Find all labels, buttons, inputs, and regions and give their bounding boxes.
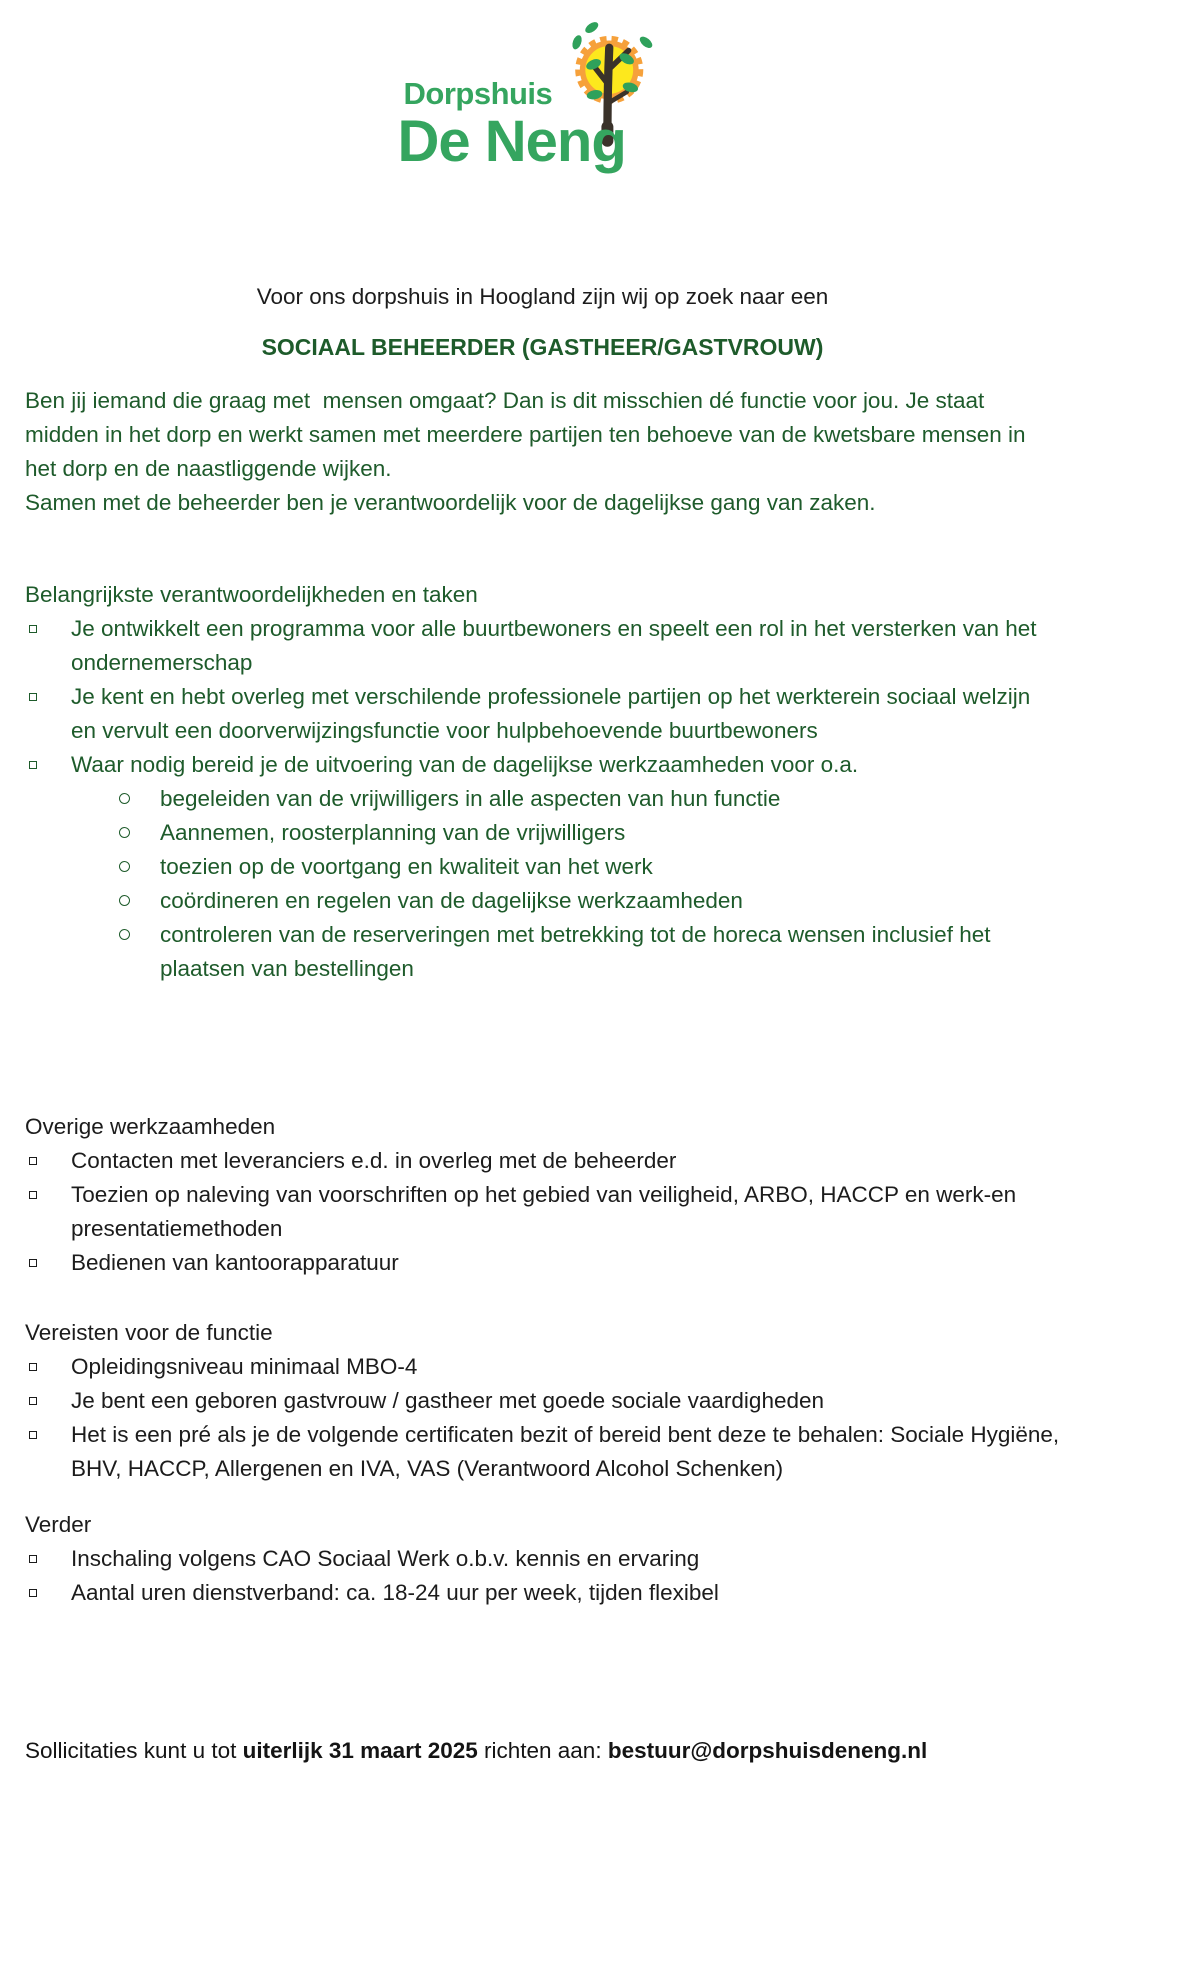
bullet-text: Waar nodig bereid je de uitvoering van de dagelijkse werkzaamheden voor o.a. (71, 752, 859, 777)
sub-bullet-text: toezien op de voortgang en kwaliteit van het werk (160, 854, 653, 879)
square-bullet-icon (29, 1363, 37, 1371)
bullet-text: Je kent en hebt overleg met verschilende professionele partijen op het werkterein sociaal welzijn en vervult een doorverwijzingsfunctie voor hulpbehoevende buurtbewoners (71, 684, 1031, 743)
intro-paragraph-part-1: Ben jij iemand die graag met mensen omgaat? Dan is dit misschien dé functie voor jou. Je staat midden in het dorp en werkt samen met meerdere partijen ten behoeve van de kwetsbare mensen in het dorp en de naastliggende wijken. (25, 388, 1032, 481)
bullet-list (25, 612, 1060, 986)
bullet-text: Je ontwikkelt een programma voor alle buurtbewoners en speelt een rol in het versterken van het ondernemerschap (71, 616, 1037, 675)
closing-line (25, 1734, 1060, 1768)
bullet-item (25, 1144, 1060, 1178)
square-bullet-icon (29, 1157, 37, 1165)
square-bullet-icon (29, 761, 37, 769)
sub-bullet-item (71, 816, 1060, 850)
sub-bullet-text: coördineren en regelen van de dagelijkse werkzaamheden (160, 888, 743, 913)
circle-bullet-icon (119, 861, 130, 872)
section-verder (25, 1508, 1060, 1610)
section-overige-werkzaamheden (25, 1110, 1060, 1280)
bullet-item (25, 1350, 1060, 1384)
intro-paragraph (25, 384, 1060, 520)
bullet-item (25, 1418, 1060, 1486)
section-heading: Verder (25, 1512, 92, 1537)
bullet-list (25, 1144, 1060, 1280)
vacancy-title: SOCIAAL BEHEERDER (GASTHEER/GASTVROUW) (261, 334, 824, 360)
bullet-item (25, 1542, 1060, 1576)
bullet-text: Opleidingsniveau minimaal MBO-4 (71, 1354, 418, 1379)
closing-email: bestuur@dorpshuisdeneng.nl (607, 1738, 928, 1763)
bullet-list (25, 1350, 1060, 1486)
square-bullet-icon (29, 1555, 37, 1563)
closing-deadline: uiterlijk 31 maart 2025 (242, 1738, 478, 1763)
closing-text-1: Sollicitaties kunt u tot (25, 1738, 243, 1763)
sub-bullet-item (71, 782, 1060, 816)
circle-bullet-icon (119, 929, 130, 940)
bullet-item (25, 680, 1060, 748)
square-bullet-icon (29, 1431, 37, 1439)
sub-bullet-text: controleren van de reserveringen met betrekking tot de horeca wensen inclusief het plaatsen van bestellingen (160, 922, 991, 981)
bullet-text: Het is een pré als je de volgende certificaten bezit of bereid bent deze te behalen: Sociale Hygiëne, BHV, HACCP, Allergenen en IVA, VAS (Verantwoord Alcohol Schenken) (71, 1422, 1060, 1481)
square-bullet-icon (29, 693, 37, 701)
bullet-text: Bedienen van kantoorapparatuur (71, 1250, 399, 1275)
bullet-text: Contacten met leveranciers e.d. in overleg met de beheerder (71, 1148, 677, 1173)
circle-bullet-icon (119, 895, 130, 906)
bullet-item (25, 1246, 1060, 1280)
bullet-text: Je bent een geboren gastvrouw / gastheer met goede sociale vaardigheden (71, 1388, 825, 1413)
section-heading: Overige werkzaamheden (25, 1114, 276, 1139)
logo-text-de-neng: De Neng (397, 109, 626, 174)
bullet-text: Inschaling volgens CAO Sociaal Werk o.b.v. kennis en ervaring (71, 1546, 700, 1571)
circle-bullet-icon (119, 793, 130, 804)
bullet-item (25, 1178, 1060, 1246)
bullet-text: Toezien op naleving van voorschriften op het gebied van veiligheid, ARBO, HACCP en werk-en presentatiemethoden (71, 1182, 1017, 1241)
circle-bullet-icon (119, 827, 130, 838)
sub-bullet-item (71, 884, 1060, 918)
bullet-list (25, 1542, 1060, 1610)
section-vereisten-voor-de-functie (25, 1316, 1060, 1486)
section-heading: Vereisten voor de functie (25, 1320, 273, 1345)
square-bullet-icon (29, 625, 37, 633)
bullet-item (25, 1576, 1060, 1610)
intro-paragraph-part-2: Samen met de beheerder ben je verantwoordelijk voor de dagelijkse gang van zaken. (25, 490, 876, 515)
square-bullet-icon (29, 1191, 37, 1199)
bullet-item (25, 612, 1060, 680)
lead-line: Voor ons dorpshuis in Hoogland zijn wij op zoek naar een (256, 284, 829, 309)
square-bullet-icon (29, 1397, 37, 1405)
bullet-item (25, 748, 1060, 986)
bullet-item (25, 1384, 1060, 1418)
bullet-text: Aantal uren dienstverband: ca. 18-24 uur per week, tijden flexibel (71, 1580, 719, 1605)
sections-container (25, 578, 1060, 1610)
sub-bullet-text: Aannemen, roosterplanning van de vrijwilligers (160, 820, 626, 845)
logo (398, 12, 688, 180)
sub-bullet-item (71, 918, 1060, 986)
sub-bullet-list (71, 782, 1060, 986)
square-bullet-icon (29, 1259, 37, 1267)
square-bullet-icon (29, 1589, 37, 1597)
section-belangrijkste-verantwoordelijkheden (25, 578, 1060, 986)
sub-bullet-item (71, 850, 1060, 884)
section-heading: Belangrijkste verantwoordelijkheden en taken (25, 582, 478, 607)
logo-text-dorpshuis: Dorpshuis (403, 76, 553, 111)
closing-text-2: richten aan: (477, 1738, 608, 1763)
sub-bullet-text: begeleiden van de vrijwilligers in alle aspecten van hun functie (160, 786, 781, 811)
